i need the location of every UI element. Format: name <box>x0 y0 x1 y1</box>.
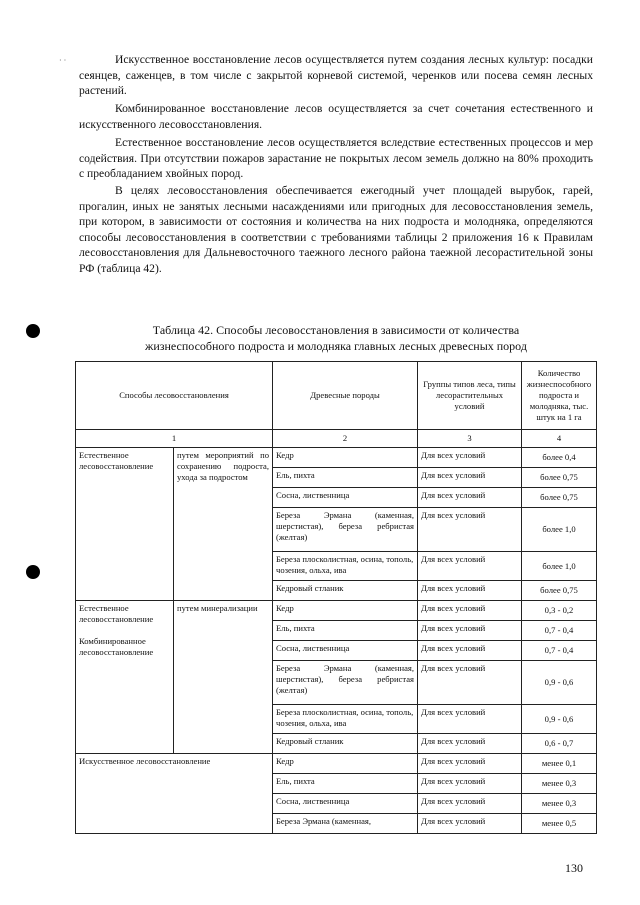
column-number: 1 <box>76 430 273 448</box>
condition-cell: Для всех условий <box>418 774 522 794</box>
value-cell: более 0,75 <box>522 468 597 488</box>
binder-hole <box>26 324 40 338</box>
value-cell: более 0,4 <box>522 448 597 468</box>
condition-cell: Для всех условий <box>418 488 522 508</box>
method-cell: Искусственное лесовосстановление <box>76 754 273 834</box>
header-groups: Группы типов леса, типы лесорастительных условий <box>418 362 522 430</box>
table-header-row <box>76 362 597 430</box>
caption-line: Таблица 42. Способы лесовосстановления в зависимости от количества <box>152 323 520 337</box>
species-cell: Кедр <box>273 448 418 468</box>
header-quantity: Количество жизнеспособного подроста и молодняка, тыс. штук на 1 га <box>522 362 597 430</box>
measure-cell: путем мероприятий по сохранению подроста, ухода за подростом <box>174 448 273 601</box>
condition-cell: Для всех условий <box>418 641 522 661</box>
table-number-row <box>76 430 597 448</box>
paragraph-text: Искусственное восстановление лесов осуществляется путем создания лесных культур: посадки сеянцев, саженцев, в том числе с закрытой корневой системой, черенков или посева семян лесных растений. <box>79 53 593 98</box>
caption-line: жизнеспособного подроста и молодняка главных лесных древесных пород <box>145 338 527 353</box>
method-cell <box>76 601 174 754</box>
condition-cell: Для всех условий <box>418 661 522 705</box>
paragraph-artificial <box>79 52 593 99</box>
header-species: Древесные породы <box>273 362 418 430</box>
condition-cell: Для всех условий <box>418 508 522 552</box>
table-row <box>76 601 597 621</box>
value-cell: 0,7 - 0,4 <box>522 621 597 641</box>
species-cell: Ель, пихта <box>273 774 418 794</box>
value-cell: более 0,75 <box>522 488 597 508</box>
value-cell: более 0,75 <box>522 581 597 601</box>
condition-cell: Для всех условий <box>418 448 522 468</box>
condition-cell: Для всех условий <box>418 705 522 734</box>
value-cell: менее 0,5 <box>522 814 597 834</box>
scan-speck: · · <box>59 56 67 65</box>
condition-cell: Для всех условий <box>418 581 522 601</box>
species-cell: Кедр <box>273 601 418 621</box>
condition-cell: Для всех условий <box>418 621 522 641</box>
paragraph-accounting <box>79 183 593 277</box>
condition-cell: Для всех условий <box>418 601 522 621</box>
method-cell: Естественное лесовосстановление <box>76 448 174 601</box>
header-method: Способы лесовосстановления <box>76 362 273 430</box>
value-cell: 0,9 - 0,6 <box>522 705 597 734</box>
species-cell: Сосна, лиственница <box>273 641 418 661</box>
species-cell: Сосна, лиственница <box>273 488 418 508</box>
table-row <box>76 754 597 774</box>
value-cell: 0,9 - 0,6 <box>522 661 597 705</box>
value-cell: 0,6 - 0,7 <box>522 734 597 754</box>
column-number: 3 <box>418 430 522 448</box>
table-row <box>76 448 597 468</box>
value-cell: 0,3 - 0,2 <box>522 601 597 621</box>
binder-hole <box>26 565 40 579</box>
species-cell: Береза Эрмана (каменная, шерстистая), береза ребристая (желтая) <box>273 661 418 705</box>
value-cell: 0,7 - 0,4 <box>522 641 597 661</box>
species-cell: Ель, пихта <box>273 468 418 488</box>
value-cell: более 1,0 <box>522 508 597 552</box>
species-cell: Сосна, лиственница <box>273 794 418 814</box>
condition-cell: Для всех условий <box>418 734 522 754</box>
condition-cell: Для всех условий <box>418 468 522 488</box>
condition-cell: Для всех условий <box>418 754 522 774</box>
species-cell: Кедровый стланик <box>273 581 418 601</box>
column-number: 4 <box>522 430 597 448</box>
species-cell: Кедр <box>273 754 418 774</box>
species-cell: Береза плосколистная, осина, тополь, чозения, ольха, ива <box>273 552 418 581</box>
value-cell: менее 0,3 <box>522 774 597 794</box>
species-cell: Береза плосколистная, осина, тополь, чозения, ольха, ива <box>273 705 418 734</box>
method-text: Естественное лесовосстановление <box>79 603 154 624</box>
paragraph-combined <box>79 101 593 132</box>
species-cell: Ель, пихта <box>273 621 418 641</box>
value-cell: более 1,0 <box>522 552 597 581</box>
paragraph-text: В целях лесовосстановления обеспечивается ежегодный учет площадей вырубок, гарей, прогалин, иных не занятых лесными насаждениями или пригодных для лесовосстановления земель, при котором, в зависимости от состояния и количества на них подроста и молодняка, определяются способы лесовосстановления в соответствии с требованиями таблицы 2 приложения 16 к Правилам лесовосстановления для Дальневосточного таежного лесного района таежной лесорастительной зоны РФ (таблица 42). <box>79 184 593 275</box>
condition-cell: Для всех условий <box>418 794 522 814</box>
method-text: Комбинированное лесовосстановление <box>79 636 154 657</box>
value-cell: менее 0,3 <box>522 794 597 814</box>
value-cell: менее 0,1 <box>522 754 597 774</box>
column-number: 2 <box>273 430 418 448</box>
paragraph-text: Естественное восстановление лесов осуществляется вследствие естественных процессов и мер содействия. При отсутствии пожаров зарастание не покрытых лесом земель должно на 80% проходить с преобладанием хвойных пород. <box>79 136 593 181</box>
species-cell: Кедровый стланик <box>273 734 418 754</box>
paragraph-text: Комбинированное восстановление лесов осуществляется за счет сочетания естественного и искусственного лесовосстановления. <box>79 102 593 131</box>
reforestation-table <box>75 361 597 834</box>
table-caption <box>80 323 592 354</box>
condition-cell: Для всех условий <box>418 814 522 834</box>
paragraph-natural <box>79 135 593 182</box>
page-number: 130 <box>565 861 583 875</box>
measure-cell: путем минерализации <box>174 601 273 754</box>
condition-cell: Для всех условий <box>418 552 522 581</box>
species-cell: Береза Эрмана (каменная, шерстистая), береза ребристая (желтая) <box>273 508 418 552</box>
species-cell: Береза Эрмана (каменная, <box>273 814 418 834</box>
